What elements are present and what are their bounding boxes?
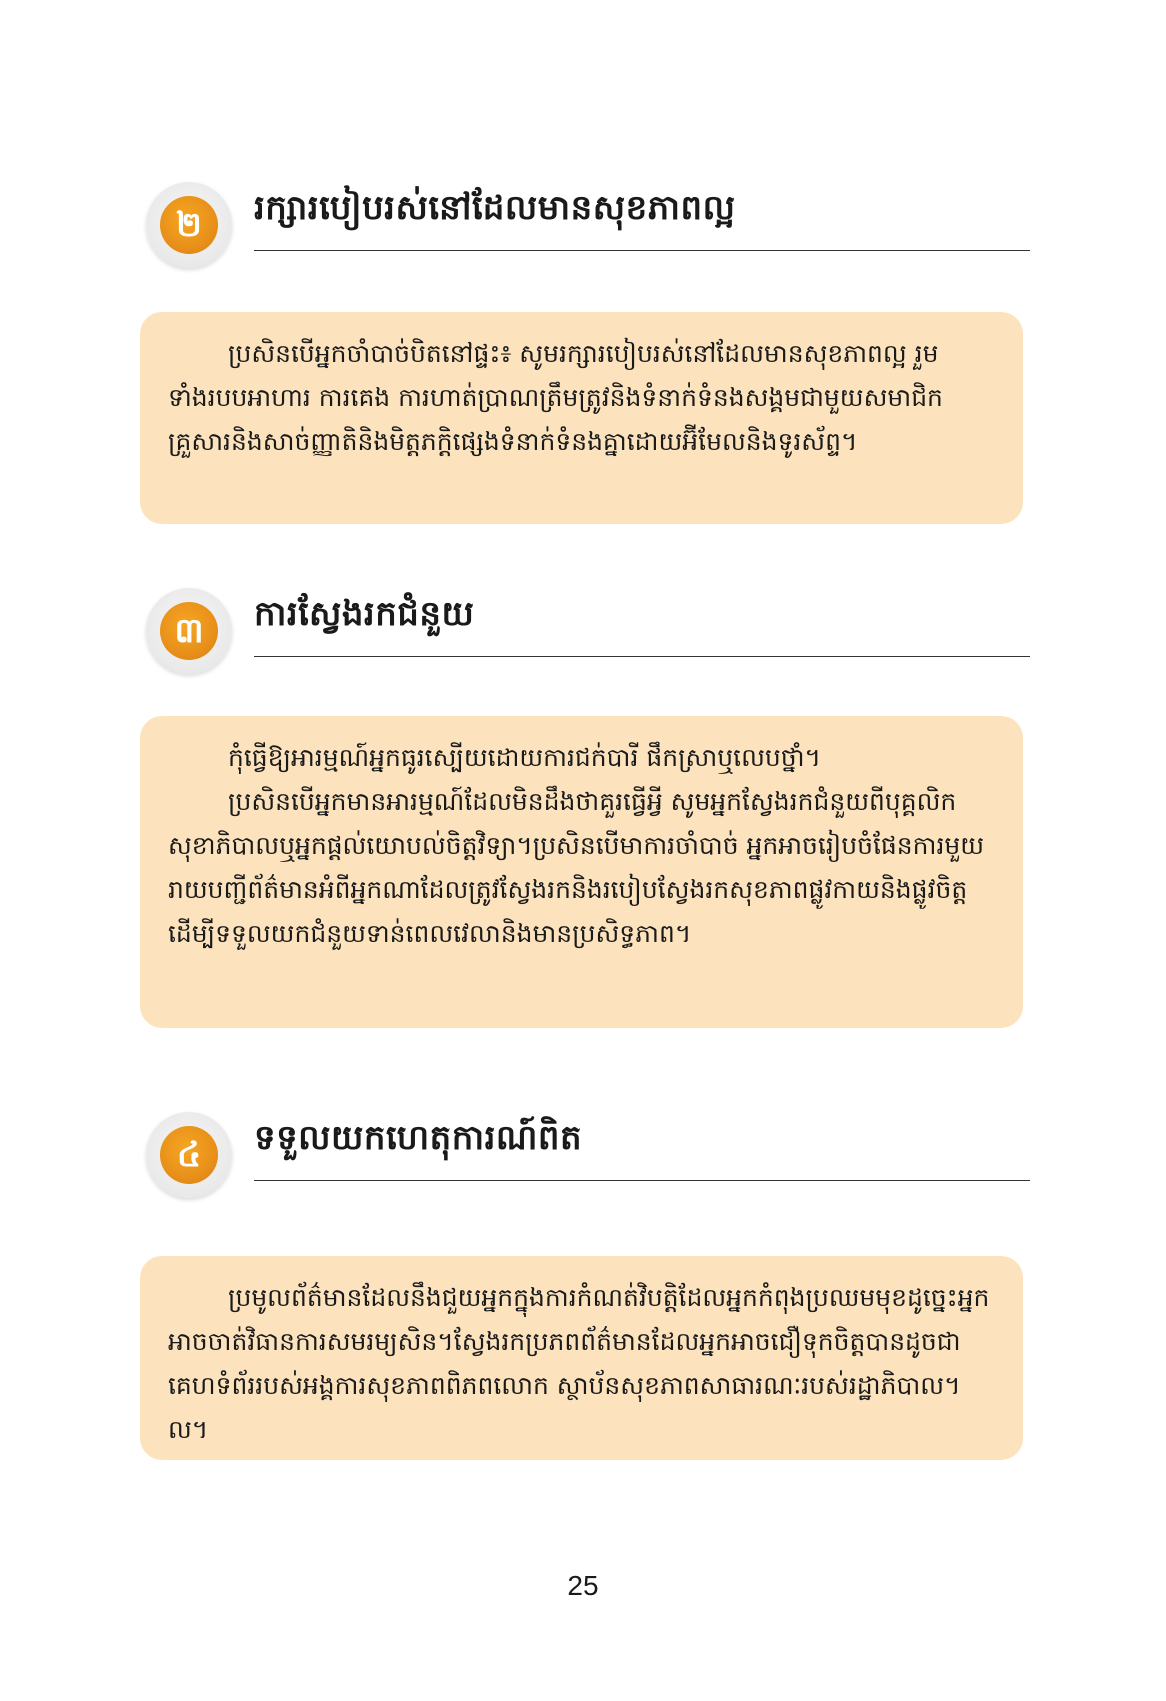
section-title: រក្សារបៀបរស់នៅដែលមានសុខភាពល្អ xyxy=(254,188,736,228)
title-underline xyxy=(254,250,1030,251)
section-title: ការស្វែងរកជំនួយ xyxy=(254,594,475,634)
badge-number: ២ xyxy=(160,196,218,254)
number-badge xyxy=(146,588,232,674)
section-heading-3 xyxy=(146,588,1030,680)
number-badge xyxy=(146,182,232,268)
section-card-2 xyxy=(140,312,1023,524)
section-card-4 xyxy=(140,1256,1023,1460)
card-paragraph: ប្រសិនបើអ្នកចាំបាច់បិតនៅផ្ទះ៖ សូមរក្សារបៀបរស់នៅដែលមានសុខភាពល្អ រួមទាំងរបបអាហារ ការគេង ការហាត់ប្រាណត្រឹមត្រូវនិងទំនាក់ទំនងសង្គមជាមួយសមាជិកគ្រួសារនិងសាច់ញ្ញាតិនិងមិត្តភក្តិផ្សេងទំនាក់ទំនងគ្នាដោយអ៊ីមែលនិងទូរស័ព្ទ។ xyxy=(168,339,943,456)
section-heading-2 xyxy=(146,182,1030,274)
card-paragraph: ប្រមូលព័ត៌មានដែលនឹងជួយអ្នកក្នុងការកំណត់វិបត្តិដែលអ្នកកំពុងប្រឈមមុខដូច្នេះអ្នកអាចចាត់វិធានការសមរម្យសិន។ស្វែងរកប្រភពព័ត៌មានដែលអ្នកអាចជឿទុកចិត្តបានដូចជាគេហទំព័ររបស់អង្គការសុខភាពពិភពលោក ស្ថាប័នសុខភាពសាធារណៈរបស់រដ្ឋាភិបាល។ល។ xyxy=(168,1283,990,1444)
page-number: 25 xyxy=(567,1570,599,1601)
title-underline xyxy=(254,1180,1030,1181)
title-underline xyxy=(254,656,1030,657)
badge-number: ៤ xyxy=(160,1126,218,1184)
badge-number: ៣ xyxy=(160,602,218,660)
card-paragraph: កុំធ្វើឱ្យអារម្មណ៍អ្នកធូរស្បើយដោយការជក់បារី ផឹកស្រាឬលេបថ្នាំ។ xyxy=(228,743,822,772)
number-badge xyxy=(146,1112,232,1198)
section-card-3 xyxy=(140,716,1023,1028)
card-paragraph: ប្រសិនបើអ្នកមានអារម្មណ៍ដែលមិនដឹងថាគួរធ្វើអ្វី សូមអ្នកស្វែងរកជំនួយពីបុគ្គលិកសុខាភិបាលឬអ្នកផ្តល់យោបល់ចិត្តវិទ្យា។ប្រសិនបើមាការចាំបាច់ អ្នកអាចរៀបចំផែនការមួយរាយបញ្ជីព័ត៌មានអំពីអ្នកណាដែលត្រូវស្វែងរកនិងរបៀបស្វែងរកសុខភាពផ្លូវកាយនិងផ្លូវចិត្តដើម្បីទទួលយកជំនួយទាន់ពេលវេលានិងមានប្រសិទ្ធភាព។ xyxy=(168,787,985,948)
section-title: ទទួលយកហេតុការណ៍ពិត xyxy=(254,1118,583,1158)
section-heading-4 xyxy=(146,1112,1030,1204)
